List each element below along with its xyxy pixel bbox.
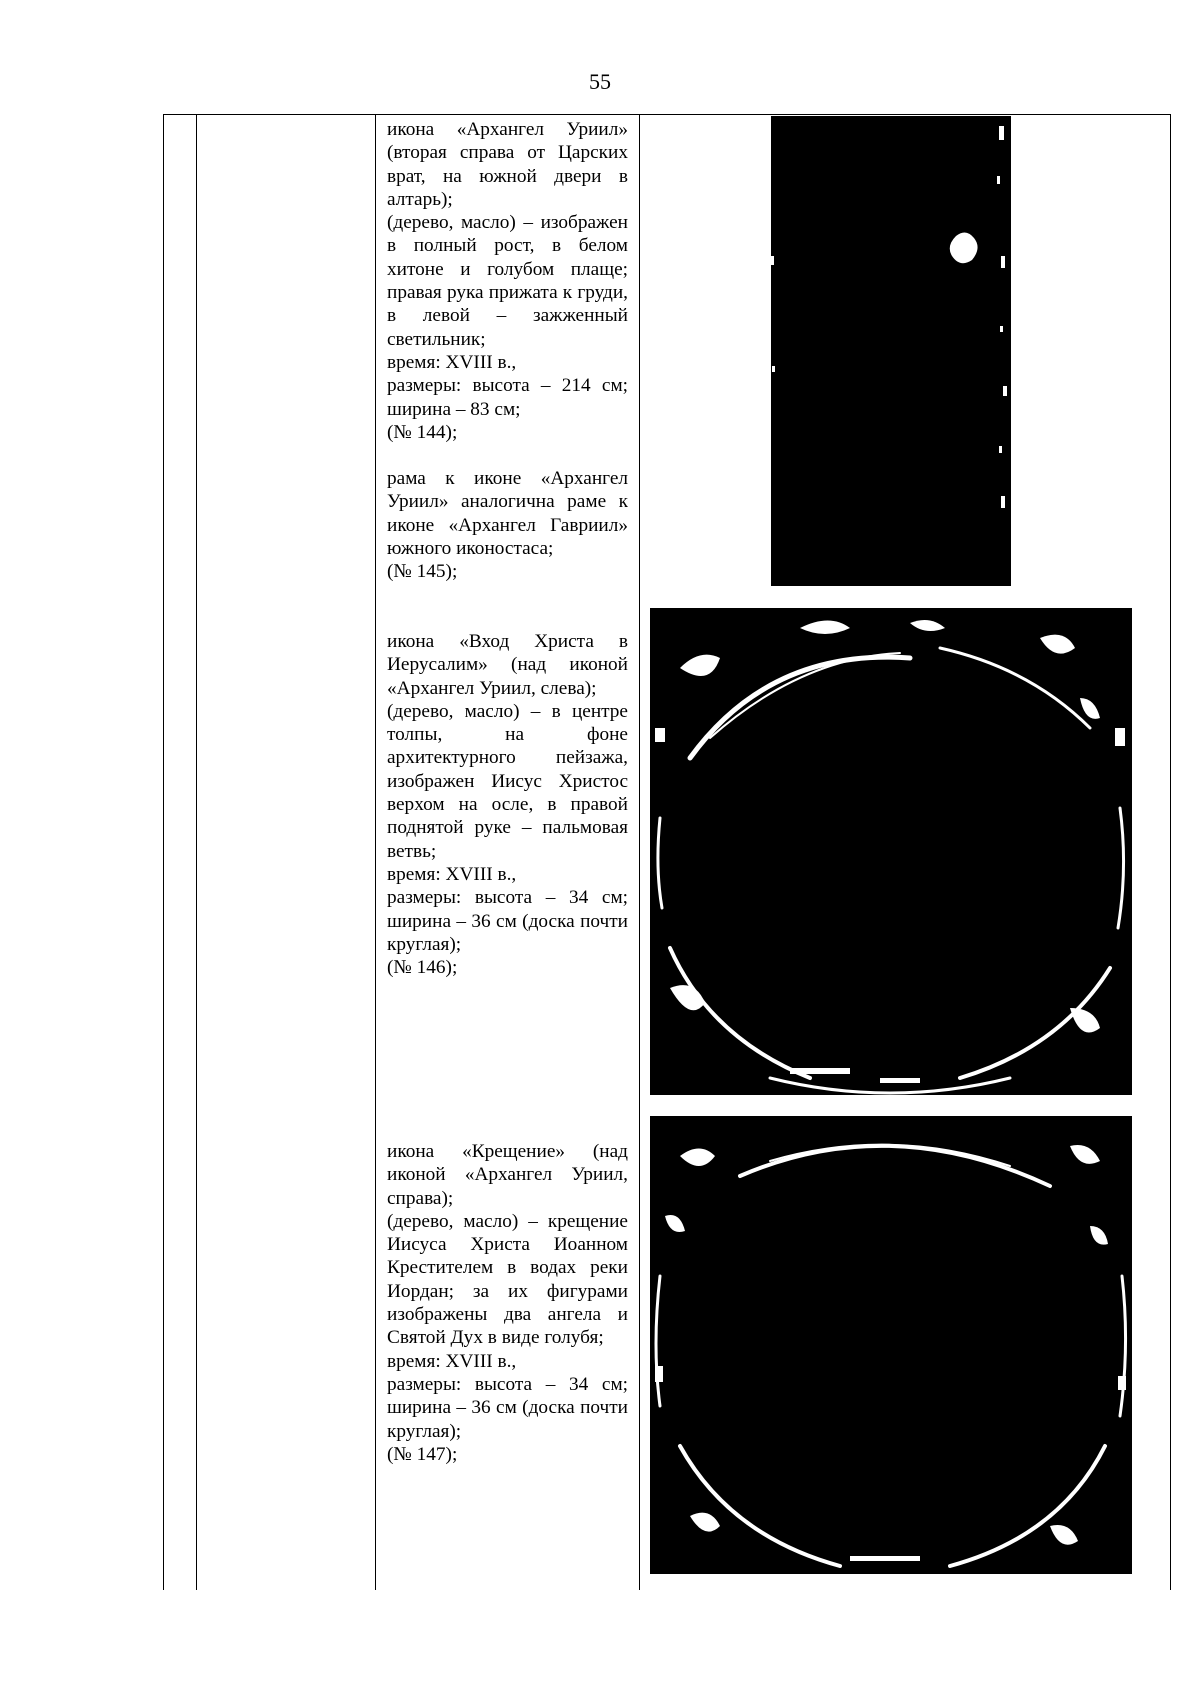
entry-line: (№ 144);	[387, 421, 458, 443]
entry-144	[387, 118, 628, 444]
entry-147	[387, 1140, 628, 1466]
entry-line: (№ 146);	[387, 957, 458, 979]
entry-line: (дерево, масло) – изображен в полный рост, в белом хитоне и голубом плаще; правая рука прижата к груди, в левой – зажженный светильник;	[387, 212, 628, 350]
entry-145	[387, 467, 628, 583]
entry-line: (№ 147);	[387, 1443, 458, 1465]
entry-line: рама к иконе «Архангел Уриил» аналогична раме к иконе «Архангел Гавриил» южного иконостаса;	[387, 468, 628, 559]
photo-artifacts	[771, 116, 1011, 586]
table-border-right	[1170, 114, 1171, 1590]
table-column-divider-3	[639, 114, 640, 1590]
entry-line: размеры: высота – 34 см; ширина – 36 см (доска почти круглая);	[387, 1373, 628, 1442]
icon-photo-baptism	[650, 1116, 1132, 1574]
entry-line: время: XVIII в.,	[387, 1350, 517, 1372]
entry-line: (дерево, масло) – в центре толпы, на фоне архитектурного пейзажа, изображен Иисус Христос верхом на осле, в правой поднятой руке – пальмовая ветвь;	[387, 700, 628, 862]
photo-artifacts	[650, 608, 1132, 1095]
entry-line: время: XVIII в.,	[387, 863, 517, 885]
entry-line: размеры: высота – 214 см; ширина – 83 см;	[387, 375, 628, 420]
table-column-divider-2	[375, 114, 376, 1590]
table-border-left	[163, 114, 164, 1590]
entry-line: (№ 145);	[387, 561, 458, 583]
table-top-border	[163, 114, 1171, 115]
entry-line: время: XVIII в.,	[387, 351, 517, 373]
entry-line: икона «Архангел Уриил» (вторая справа от Царских врат, на южной двери в алтарь);	[387, 119, 628, 210]
entry-146	[387, 630, 628, 979]
entry-line: (дерево, масло) – крещение Иисуса Христа Иоанном Крестителем в водах реки Иордан; за их фигурами изображены два ангела и Святой Дух в виде голубя;	[387, 1210, 628, 1349]
entry-line: размеры: высота – 34 см; ширина – 36 см (доска почти круглая);	[387, 887, 628, 955]
page-number: 55	[589, 69, 611, 94]
icon-photo-entry-into-jerusalem	[650, 608, 1132, 1095]
table-column-divider-1	[196, 114, 197, 1590]
photo-artifacts	[650, 1116, 1132, 1574]
entry-line: икона «Вход Христа в Иерусалим» (над иконой «Архангел Уриил, слева);	[387, 631, 628, 699]
icon-photo-archangel-uriel	[771, 116, 1011, 586]
entry-line: икона «Крещение» (над иконой «Архангел Уриил, справа);	[387, 1141, 628, 1209]
